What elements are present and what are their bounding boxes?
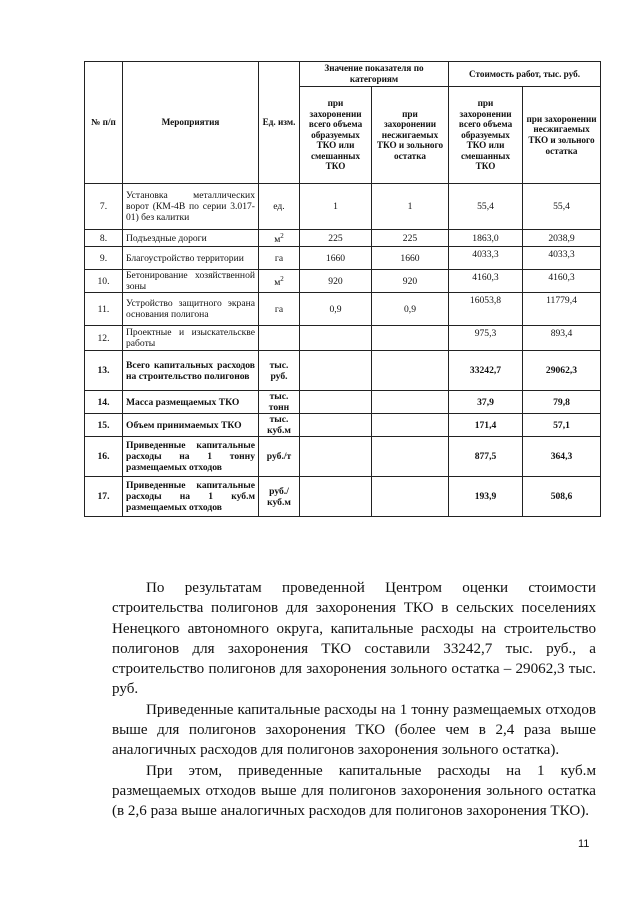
cell-cost-ash: 364,3 bbox=[523, 437, 601, 477]
cell-value-ash bbox=[372, 391, 449, 414]
cost-table bbox=[84, 61, 601, 517]
cell-value-tko: 0,9 bbox=[300, 293, 372, 326]
cell-value-tko bbox=[300, 477, 372, 517]
cell-activity: Проектные и изыскательскве работы bbox=[123, 326, 259, 351]
cell-value-tko: 1660 bbox=[300, 247, 372, 270]
cell-unit: руб./ куб.м bbox=[259, 477, 300, 517]
cell-value-ash: 0,9 bbox=[372, 293, 449, 326]
cell-value-ash bbox=[372, 414, 449, 437]
cell-activity: Всего капитальных расходов на строительство полигонов bbox=[123, 351, 259, 391]
cell-activity: Устройство защитного экрана основания полигона bbox=[123, 293, 259, 326]
header-unit: Ед. изм. bbox=[259, 62, 300, 184]
table-row bbox=[85, 437, 601, 477]
cell-value-tko: 920 bbox=[300, 270, 372, 293]
cell-num: 17. bbox=[85, 477, 123, 517]
cell-cost-tko: 171,4 bbox=[449, 414, 523, 437]
cell-value-tko bbox=[300, 414, 372, 437]
cell-cost-tko: 37,9 bbox=[449, 391, 523, 414]
paragraph: При этом, приведенные капитальные расходы на 1 куб.м размещаемых отходов выше для полигонов захоронения зольного остатка (в 2,6 раза выше аналогичных расходов для полигонов захоронения ТКО). bbox=[112, 762, 596, 820]
cell-cost-ash: 29062,3 bbox=[523, 351, 601, 391]
header-activity: Мероприятия bbox=[123, 62, 259, 184]
cell-cost-ash: 57,1 bbox=[523, 414, 601, 437]
cell-unit: руб./т bbox=[259, 437, 300, 477]
cell-value-ash bbox=[372, 477, 449, 517]
table-row bbox=[85, 270, 601, 293]
cell-unit: га bbox=[259, 293, 300, 326]
header-indicator-tko: при захоронении всего объема образуемых ТКО или смешанных ТКО bbox=[300, 87, 372, 184]
cell-unit: га bbox=[259, 247, 300, 270]
cell-cost-ash: 4160,3 bbox=[523, 270, 601, 293]
cell-value-ash: 1660 bbox=[372, 247, 449, 270]
cell-cost-ash: 508,6 bbox=[523, 477, 601, 517]
header-cost-ash: при захоронении несжигаемых ТКО и зольного остатка bbox=[523, 87, 601, 184]
cell-unit: тыс. тонн bbox=[259, 391, 300, 414]
cell-num: 7. bbox=[85, 184, 123, 230]
cell-value-tko bbox=[300, 391, 372, 414]
unit-superscript: 2 bbox=[280, 274, 284, 283]
cell-num: 10. bbox=[85, 270, 123, 293]
cell-num: 9. bbox=[85, 247, 123, 270]
table-row bbox=[85, 414, 601, 437]
cell-value-ash: 225 bbox=[372, 230, 449, 247]
header-indicator-group: Значение показателя по категориям bbox=[300, 62, 449, 87]
table-row bbox=[85, 293, 601, 326]
cell-activity: Подъездные дороги bbox=[123, 230, 259, 247]
cell-cost-ash: 79,8 bbox=[523, 391, 601, 414]
cell-value-ash bbox=[372, 437, 449, 477]
cell-value-ash bbox=[372, 326, 449, 351]
cell-cost-tko: 193,9 bbox=[449, 477, 523, 517]
cell-value-tko bbox=[300, 351, 372, 391]
header-num: № п/п bbox=[85, 62, 123, 184]
cell-activity: Установка металлических ворот (КМ-4В по серии 3.017-01) без калитки bbox=[123, 184, 259, 230]
cell-num: 12. bbox=[85, 326, 123, 351]
cell-value-ash bbox=[372, 351, 449, 391]
cell-num: 13. bbox=[85, 351, 123, 391]
cell-value-tko: 1 bbox=[300, 184, 372, 230]
cell-cost-ash: 11779,4 bbox=[523, 293, 601, 326]
table-row bbox=[85, 351, 601, 391]
cell-unit bbox=[259, 326, 300, 351]
cell-activity: Объем принимаемых ТКО bbox=[123, 414, 259, 437]
cell-unit: тыс. руб. bbox=[259, 351, 300, 391]
header-cost-tko: при захоронении всего объема образуемых ТКО или смешанных ТКО bbox=[449, 87, 523, 184]
cell-num: 15. bbox=[85, 414, 123, 437]
unit-superscript: 2 bbox=[280, 231, 284, 240]
cell-value-ash: 1 bbox=[372, 184, 449, 230]
cell-cost-tko: 975,3 bbox=[449, 326, 523, 351]
cell-cost-tko: 55,4 bbox=[449, 184, 523, 230]
cell-cost-ash: 55,4 bbox=[523, 184, 601, 230]
cell-unit: ед. bbox=[259, 184, 300, 230]
cell-cost-ash: 2038,9 bbox=[523, 230, 601, 247]
cell-value-tko bbox=[300, 437, 372, 477]
cell-activity: Бетонирование хозяйственной зоны bbox=[123, 270, 259, 293]
cell-activity: Масса размещаемых ТКО bbox=[123, 391, 259, 414]
cell-activity: Приведенные капитальные расходы на 1 тонну размещаемых отходов bbox=[123, 437, 259, 477]
cell-cost-tko: 877,5 bbox=[449, 437, 523, 477]
cell-cost-tko: 4033,3 bbox=[449, 247, 523, 270]
table-row bbox=[85, 477, 601, 517]
cell-num: 8. bbox=[85, 230, 123, 247]
table-body bbox=[85, 184, 601, 517]
body-text bbox=[112, 578, 596, 822]
table-row bbox=[85, 230, 601, 247]
cell-num: 11. bbox=[85, 293, 123, 326]
cell-activity: Благоустройство территории bbox=[123, 247, 259, 270]
cell-cost-tko: 33242,7 bbox=[449, 351, 523, 391]
table-row bbox=[85, 184, 601, 230]
header-indicator-ash: при захоронении несжигаемых ТКО и зольного остатка bbox=[372, 87, 449, 184]
cell-num: 16. bbox=[85, 437, 123, 477]
cell-unit: $м^2$ bbox=[259, 230, 300, 247]
cell-value-ash: 920 bbox=[372, 270, 449, 293]
cell-num: 14. bbox=[85, 391, 123, 414]
cell-cost-ash: 893,4 bbox=[523, 326, 601, 351]
table-row bbox=[85, 247, 601, 270]
paragraph: По результатам проведенной Центром оценки стоимости строительства полигонов для захоронения ТКО в сельских поселениях Ненецкого автономного округа, капитальные расходы на строительство полигонов для захоронения ТКО составили 33242,7 тыс. руб., а строительство полигонов для захоронения зольного остатка – 29062,3 тыс. руб. bbox=[112, 580, 596, 698]
cell-unit: тыс. куб.м bbox=[259, 414, 300, 437]
table-row bbox=[85, 391, 601, 414]
cell-unit: $м^2$ bbox=[259, 270, 300, 293]
header-cost-group: Стоимость работ, тыс. руб. bbox=[449, 62, 601, 87]
cell-value-tko: 225 bbox=[300, 230, 372, 247]
page-number: 11 bbox=[578, 838, 590, 850]
cell-cost-tko: 4160,3 bbox=[449, 270, 523, 293]
cell-cost-tko: 1863,0 bbox=[449, 230, 523, 247]
table-row bbox=[85, 326, 601, 351]
cell-cost-ash: 4033,3 bbox=[523, 247, 601, 270]
paragraph: Приведенные капитальные расходы на 1 тонну размещаемых отходов выше для полигонов захоронения ТКО (более чем в 2,4 раза выше аналогичных расходов для полигонов захоронения зольного остатка). bbox=[112, 701, 596, 759]
cell-value-tko bbox=[300, 326, 372, 351]
cell-activity: Приведенные капитальные расходы на 1 куб.м размещаемых отходов bbox=[123, 477, 259, 517]
cell-cost-tko: 16053,8 bbox=[449, 293, 523, 326]
